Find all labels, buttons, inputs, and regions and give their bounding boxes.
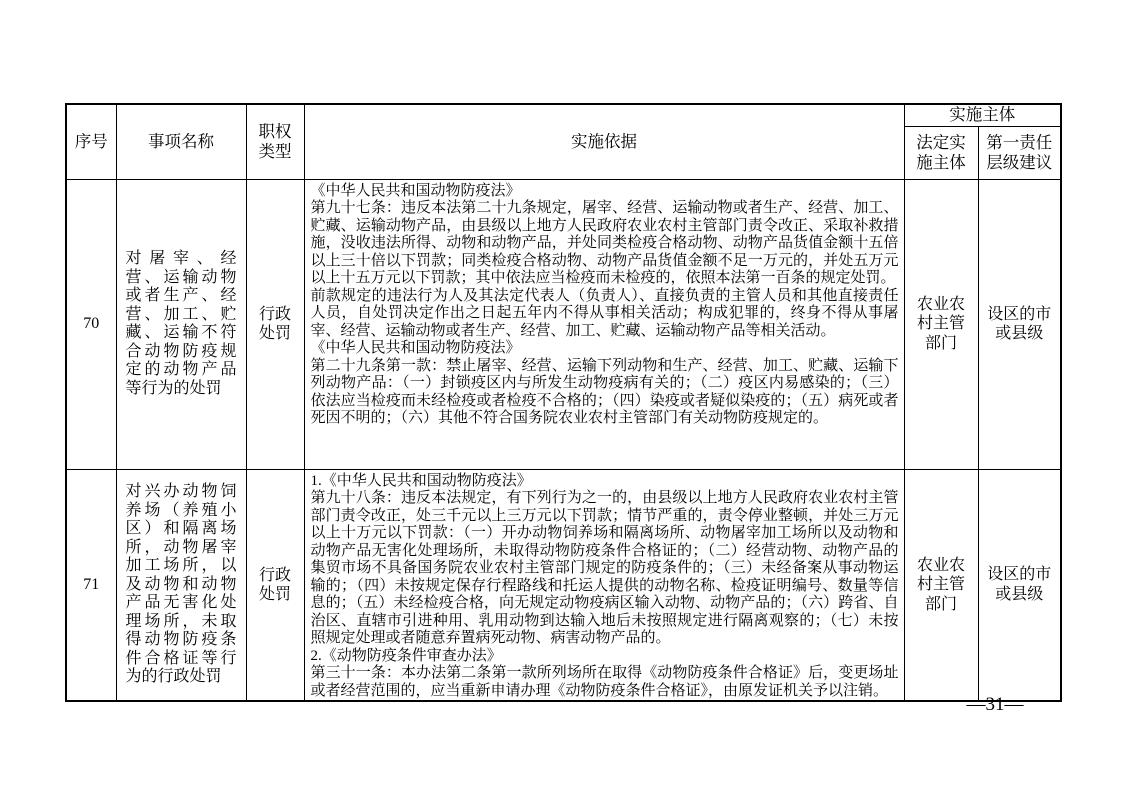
table-row-71	[66, 469, 1061, 701]
authority-type: 行政处罚	[246, 179, 304, 469]
table-row-70	[66, 179, 1061, 469]
header-authority-type: 职权类型	[246, 104, 304, 179]
serial-number: 70	[66, 179, 116, 469]
basis-paragraph: 第三十一条：本办法第二条第一款所列场所在取得《动物防疫条件合格证》后，变更场址或者经营范围的，应当重新申请办理《动物防疫条件合格证》，由原发证机关予以注销。	[310, 665, 899, 699]
header-implementer-group: 实施主体	[904, 104, 1061, 126]
implementation-basis	[304, 469, 904, 701]
header-legal-implementer: 法定实施主体	[904, 126, 978, 179]
item-name: 对屠宰、经营、运输动物或者生产、经营、加工、贮藏、运输不符合动物防疫规定的动物产品等行为的处罚	[116, 179, 246, 469]
implementation-basis	[304, 179, 904, 469]
header-responsibility-level: 第一责任层级建议	[978, 126, 1061, 179]
basis-paragraph: 1.《中华人民共和国动物防疫法》	[310, 472, 532, 489]
header-serial: 序号	[66, 104, 116, 179]
basis-paragraph: 第九十八条：违反本法规定，有下列行为之一的，由县级以上地方人民政府农业农村主管部门责令改正，处三千元以上三万元以下罚款；情节严重的，责令停业整顿，并处三万元以上十万元以下罚款：（一）开办动物饲养场和隔离场所、动物屠宰加工场所以及动物和动物产品无害化处理场所，未取得动物防疫条件合格证的；（二）经营动物、动物产品的集贸市场不具备国务院农业农村主管部门规定的防疫条件的；（三）未经备案从事动物运输的；（四）未按规定保存行程路线和托运人提供的动物名称、检疫证明编号、数量等信息的；（五）未经检疫合格，向无规定动物疫病区输入动物、动物产品的；（六）跨省、自治区、直辖市引进种用、乳用动物到达输入地后未按照规定进行隔离观察的；（七）未按照规定处理或者随意弃置病死动物、病害动物产品的。	[310, 490, 899, 646]
legal-implementer: 农业农村主管部门	[904, 469, 978, 701]
basis-paragraph: 前款规定的违法行为人及其法定代表人（负责人）、直接负责的主管人员和其他直接责任人员，自处罚决定作出之日起五年内不得从事相关活动；构成犯罪的，终身不得从事屠宰、经营、运输动物或者生产、经营、加工、贮藏、运输动物产品等相关活动。	[310, 287, 899, 339]
legal-implementer: 农业农村主管部门	[904, 179, 978, 469]
authority-type: 行政处罚	[246, 469, 304, 701]
serial-number: 71	[66, 469, 116, 701]
header-basis: 实施依据	[304, 104, 904, 179]
basis-paragraph: 第二十九条第一款：禁止屠宰、经营、运输下列动物和生产、经营、加工、贮藏、运输下列动物产品：（一）封锁疫区内与所发生动物疫病有关的；（二）疫区内易感染的；（三）依法应当检疫而未经检疫或者检疫不合格的；（四）染疫或者疑似染疫的；（五）病死或者死因不明的；（六）其他不符合国务院农业农村主管部门有关动物防疫规定的。	[310, 357, 899, 426]
basis-paragraph: 2.《动物防疫条件审查办法》	[310, 647, 502, 664]
responsibility-level: 设区的市或县级	[978, 469, 1061, 701]
item-name: 对兴办动物饲养场（养殖小区）和隔离场所，动物屠宰加工场所，以及动物和动物产品无害化处理场所，未取得动物防疫条件合格证等行为的行政处罚	[116, 469, 246, 701]
authority-items-table	[65, 103, 1062, 702]
responsibility-level: 设区的市或县级	[978, 179, 1061, 469]
header-item-name: 事项名称	[116, 104, 246, 179]
basis-paragraph: 第九十七条：违反本法第二十九条规定，屠宰、经营、运输动物或者生产、经营、加工、贮藏、运输动物产品，由县级以上地方人民政府农业农村主管部门责令改正、采取补救措施，没收违法所得、动物和动物产品，并处同类检疫合格动物、动物产品货值金额十五倍以上三十倍以下罚款；同类检疫合格动物、动物产品货值金额不足一万元的，并处五万元以上十五万元以下罚款；其中依法应当检疫而未检疫的，依照本法第一百条的规定处罚。	[310, 200, 899, 286]
page-number: —31—	[966, 694, 1024, 715]
header-row-top	[66, 104, 1061, 126]
basis-paragraph: 《中华人民共和国动物防疫法》	[310, 340, 521, 356]
basis-paragraph: 《中华人民共和国动物防疫法》	[310, 182, 521, 199]
